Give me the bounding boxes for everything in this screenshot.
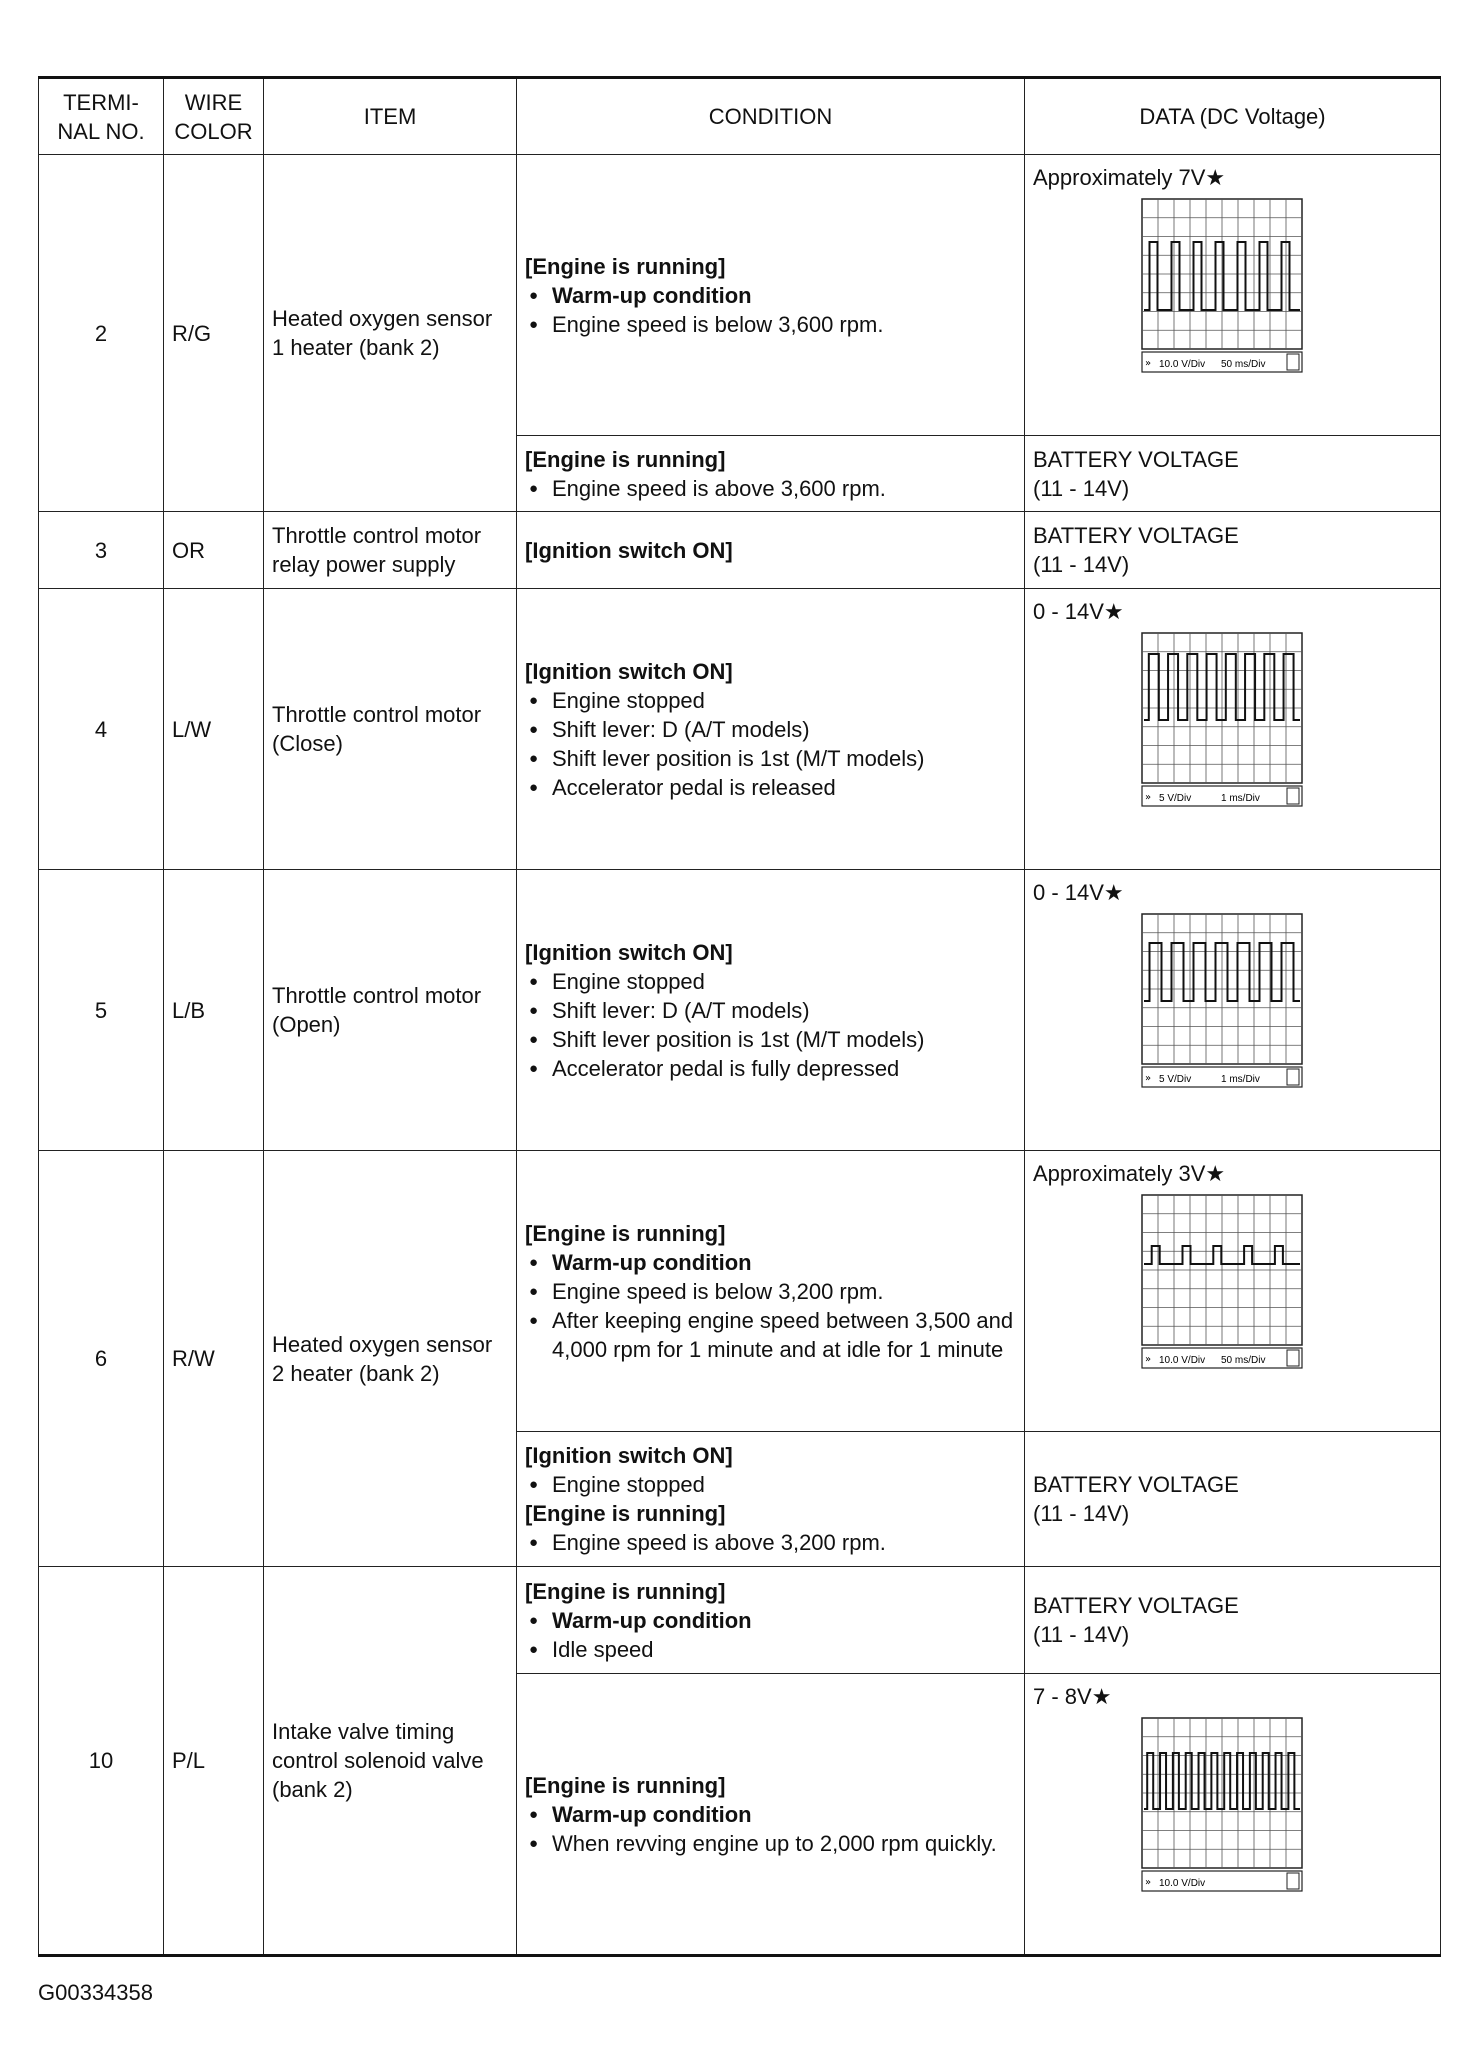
condition-bullet: ● Warm-up condition	[525, 1800, 1016, 1829]
table-row	[39, 1151, 1441, 1432]
condition-cell	[517, 1567, 1025, 1674]
terminal-number: 10	[39, 1567, 164, 1956]
scope-volts-per-div: 10.0 V/Div	[1159, 1878, 1206, 1889]
condition-cell	[517, 589, 1025, 870]
item-description: Intake valve timing control solenoid valve (bank 2)	[264, 1567, 517, 1956]
condition-bullet: ● Accelerator pedal is fully depressed	[525, 1054, 1016, 1083]
wire-color: L/B	[164, 870, 264, 1151]
header-data: DATA (DC Voltage)	[1025, 78, 1441, 155]
oscilloscope-waveform	[1141, 1194, 1303, 1372]
condition-heading: [Engine is running]	[525, 1220, 726, 1246]
condition-heading: [Ignition switch ON]	[525, 1443, 733, 1468]
condition-bullet: ● Engine speed is below 3,200 rpm.	[525, 1277, 1016, 1306]
condition-bullet: ● Engine speed is below 3,600 rpm.	[525, 310, 1016, 339]
condition-cell	[517, 436, 1025, 512]
data-value: Approximately 3V★	[1033, 1161, 1226, 1186]
condition-bullet: ● Shift lever position is 1st (M/T models)	[525, 744, 1016, 773]
header-item: ITEM	[264, 78, 517, 155]
wire-color: R/W	[164, 1151, 264, 1567]
data-value: 0 - 14V★	[1033, 880, 1124, 905]
data-cell: BATTERY VOLTAGE (11 - 14V)	[1025, 436, 1441, 512]
scope-arrows-icon: »	[1145, 1354, 1152, 1365]
condition-bullet: ● Shift lever position is 1st (M/T models)	[525, 1025, 1016, 1054]
header-terminal: TERMI- NAL NO.	[39, 78, 164, 155]
data-cell	[1025, 870, 1441, 1151]
item-description: Heated oxygen sensor 2 heater (bank 2)	[264, 1151, 517, 1567]
wire-color: L/W	[164, 589, 264, 870]
item-description: Throttle control motor (Close)	[264, 589, 517, 870]
item-description: Throttle control motor relay power supply	[264, 512, 517, 589]
scope-arrows-icon: »	[1145, 1877, 1152, 1888]
condition-bullet: ● Engine stopped	[525, 1470, 1016, 1499]
scope-time-per-div: 1 ms/Div	[1221, 793, 1260, 804]
condition-heading: [Engine is running]	[525, 1501, 726, 1526]
terminal-data-table	[38, 76, 1441, 1957]
terminal-number: 5	[39, 870, 164, 1151]
condition-heading: [Engine is running]	[525, 1578, 726, 1604]
condition-heading: [Ignition switch ON]	[525, 939, 733, 965]
table-row	[39, 1567, 1441, 1674]
condition-bullet: ● Warm-up condition	[525, 281, 1016, 310]
wire-color: OR	[164, 512, 264, 589]
condition-bullet: ● Shift lever: D (A/T models)	[525, 715, 1016, 744]
data-cell	[1025, 589, 1441, 870]
wire-color: P/L	[164, 1567, 264, 1956]
condition-cell	[517, 155, 1025, 436]
oscilloscope-waveform	[1141, 1717, 1303, 1895]
condition-heading: [Ignition switch ON]	[525, 537, 733, 563]
condition-bullet: ● When revving engine up to 2,000 rpm quickly.	[525, 1829, 1016, 1858]
wire-color: R/G	[164, 155, 264, 512]
condition-heading: [Engine is running]	[525, 253, 726, 279]
condition-cell	[517, 512, 1025, 589]
condition-bullet: ● Shift lever: D (A/T models)	[525, 996, 1016, 1025]
scope-volts-per-div: 10.0 V/Div	[1159, 1355, 1206, 1366]
condition-bullet: ● Engine stopped	[525, 686, 1016, 715]
terminal-number: 2	[39, 155, 164, 512]
scope-volts-per-div: 5 V/Div	[1159, 793, 1192, 804]
condition-bullet: ● Warm-up condition	[525, 1606, 1016, 1635]
condition-cell	[517, 870, 1025, 1151]
header-condition: CONDITION	[517, 78, 1025, 155]
table-row	[39, 512, 1441, 589]
condition-heading: [Ignition switch ON]	[525, 658, 733, 684]
data-cell	[1025, 1151, 1441, 1432]
data-value: Approximately 7V★	[1033, 165, 1226, 190]
terminal-number: 3	[39, 512, 164, 589]
table-row	[39, 589, 1441, 870]
scope-time-per-div: 1 ms/Div	[1221, 1074, 1260, 1085]
data-value: 7 - 8V★	[1033, 1684, 1112, 1709]
condition-bullet: ● Engine stopped	[525, 967, 1016, 996]
figure-code: G00334358	[38, 1980, 153, 2005]
data-cell: BATTERY VOLTAGE (11 - 14V)	[1025, 512, 1441, 589]
data-cell	[1025, 1674, 1441, 1956]
scope-time-per-div: 50 ms/Div	[1221, 359, 1266, 370]
condition-bullet: ● Warm-up condition	[525, 1248, 1016, 1277]
terminal-number: 6	[39, 1151, 164, 1567]
data-cell: BATTERY VOLTAGE (11 - 14V)	[1025, 1567, 1441, 1674]
item-description: Throttle control motor (Open)	[264, 870, 517, 1151]
scope-arrows-icon: »	[1145, 1073, 1152, 1084]
item-description: Heated oxygen sensor 1 heater (bank 2)	[264, 155, 517, 512]
condition-cell	[517, 1432, 1025, 1567]
condition-bullet: ● Engine speed is above 3,200 rpm.	[525, 1528, 1016, 1557]
condition-heading: [Engine is running]	[525, 1772, 726, 1798]
oscilloscope-waveform	[1141, 632, 1303, 810]
scope-arrows-icon: »	[1145, 358, 1152, 369]
header-row	[39, 78, 1441, 155]
condition-cell	[517, 1151, 1025, 1432]
data-cell	[1025, 155, 1441, 436]
condition-bullet: ● Engine speed is above 3,600 rpm.	[525, 474, 1016, 503]
table-row	[39, 155, 1441, 436]
scope-volts-per-div: 10.0 V/Div	[1159, 359, 1206, 370]
oscilloscope-waveform	[1141, 198, 1303, 376]
scope-volts-per-div: 5 V/Div	[1159, 1074, 1192, 1085]
data-value: 0 - 14V★	[1033, 599, 1124, 624]
oscilloscope-waveform	[1141, 913, 1303, 1091]
scope-time-per-div: 50 ms/Div	[1221, 1355, 1266, 1366]
terminal-number: 4	[39, 589, 164, 870]
data-cell: BATTERY VOLTAGE (11 - 14V)	[1025, 1432, 1441, 1567]
condition-bullet: ● Accelerator pedal is released	[525, 773, 1016, 802]
condition-heading: [Engine is running]	[525, 446, 726, 472]
header-wire-color: WIRE COLOR	[164, 78, 264, 155]
table-row	[39, 870, 1441, 1151]
condition-bullet: ● After keeping engine speed between 3,500 and 4,000 rpm for 1 minute and at idle for 1 minute	[525, 1306, 1016, 1364]
condition-cell	[517, 1674, 1025, 1956]
scope-arrows-icon: »	[1145, 792, 1152, 803]
condition-bullet: ● Idle speed	[525, 1635, 1016, 1664]
